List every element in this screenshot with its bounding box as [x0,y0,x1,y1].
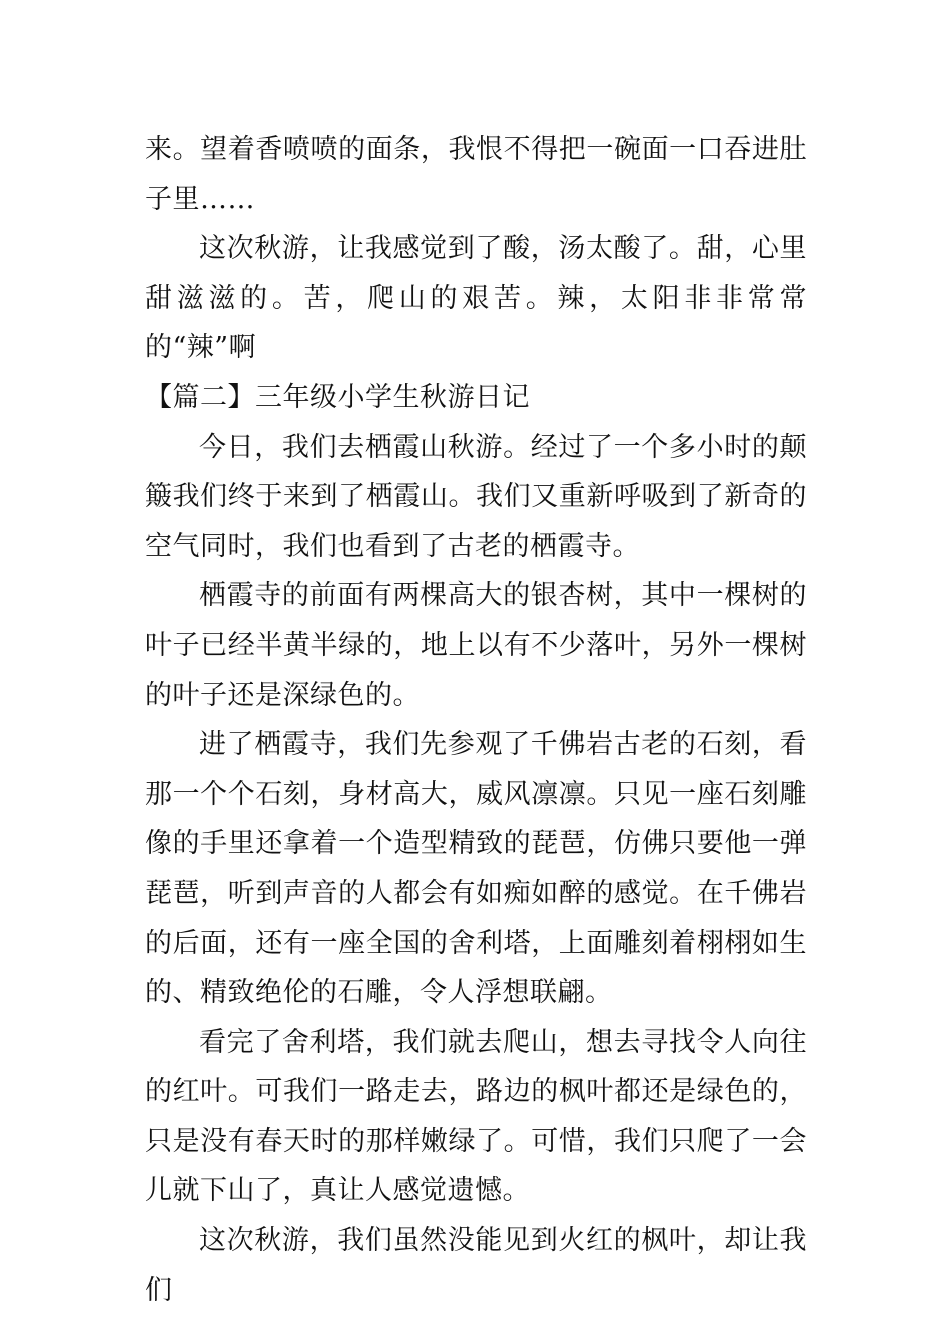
paragraph-climbing: 看完了舍利塔，我们就去爬山，想去寻找令人向往的红叶。可我们一路走去，路边的枫叶都还是绿色的，只是没有春天时的那样嫩绿了。可惜，我们只爬了一会儿就下山了，真让人感觉遗憾。 [145,1026,807,1207]
paragraph-stone-carvings: 进了栖霞寺，我们先参观了千佛岩古老的石刻，看那一个个石刻，身材高大，威风凛凛。只见一座石刻雕像的手里还拿着一个造型精致的琵琶，仿佛只要他一弹琵琶，听到声音的人都会有如痴如醉的感觉。在千佛岩的后面，还有一座全国的舍利塔，上面雕刻着栩栩如生的、精致绝伦的石雕，令人浮想联翩。 [145,729,807,1009]
paragraph-continuation: 来。望着香喷喷的面条，我恨不得把一碗面一口吞进肚子里…… [145,134,807,215]
section-heading: 【篇二】三年级小学生秋游日记 [145,381,530,413]
paragraph-autumn-summary: 这次秋游，让我感觉到了酸，汤太酸了。甜，心里甜滋滋的。苦，爬山的艰苦。辣，太阳非非常常的“辣”啊 [145,233,807,364]
paragraph-arrival: 今日，我们去栖霞山秋游。经过了一个多小时的颠簸我们终于来到了栖霞山。我们又重新呼吸到了新奇的空气同时，我们也看到了古老的栖霞寺。 [145,431,807,562]
paragraph-conclusion: 这次秋游，我们虽然没能见到火红的枫叶，却让我们 [145,1225,807,1306]
document-body [145,125,807,1315]
paragraph-ginkgo-trees: 栖霞寺的前面有两棵高大的银杏树，其中一棵树的叶子已经半黄半绿的，地上以有不少落叶，另外一棵树的叶子还是深绿色的。 [145,580,807,711]
